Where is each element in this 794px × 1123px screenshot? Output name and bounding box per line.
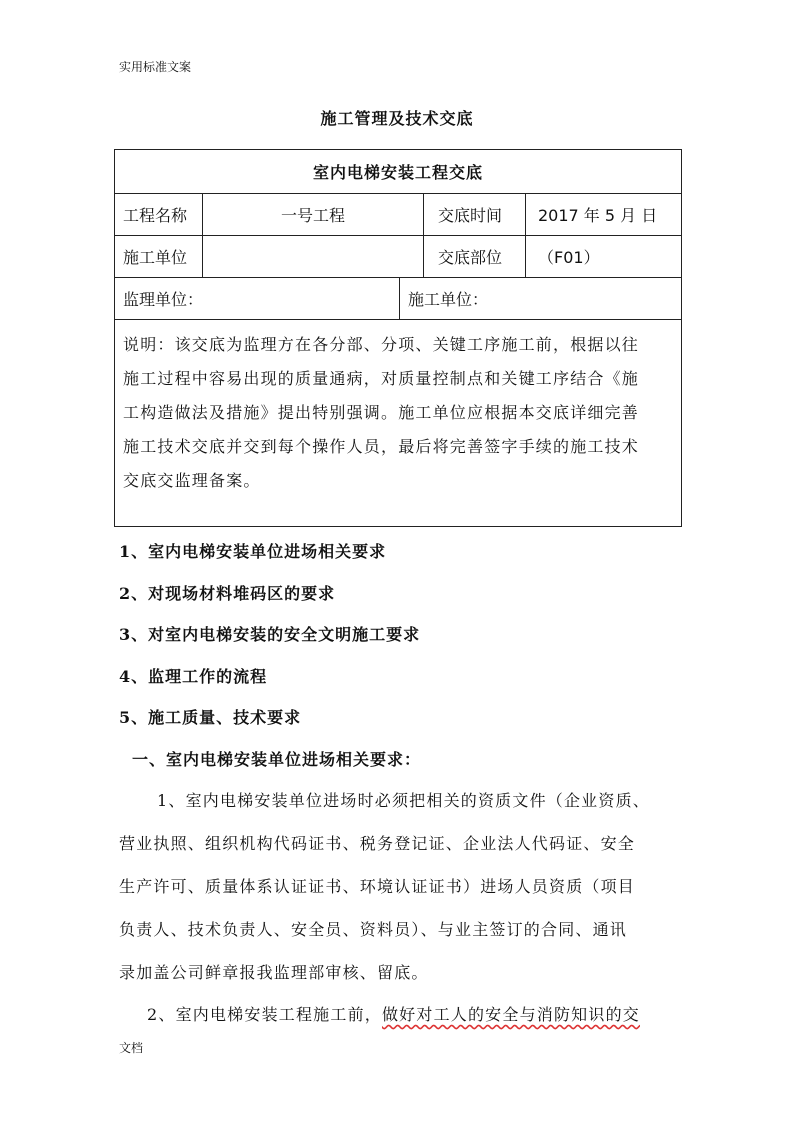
note-line: 工构造做法及措施》提出特别强调。施工单位应根据本交底详细完善 bbox=[123, 403, 640, 422]
contractor-label: 施工单位 bbox=[115, 235, 202, 277]
paragraph-line: 1、室内电梯安装单位进场时必须把相关的资质文件（企业资质、 bbox=[157, 791, 650, 810]
paragraph-line bbox=[119, 993, 685, 1036]
paragraph-1 bbox=[119, 779, 685, 994]
construction-unit-label: 施工单位： bbox=[399, 277, 681, 319]
paragraph-line: 营业执照、组织机构代码证书、税务登记证、企业法人代码证、安全 bbox=[119, 834, 636, 853]
contractor-value bbox=[202, 235, 423, 277]
document-title: 施工管理及技术交底 bbox=[320, 109, 474, 128]
paragraph-line: 录加盖公司鲜章报我监理部审核、留底。 bbox=[119, 963, 429, 982]
note-line: 施工过程中容易出现的质量通病，对质量控制点和关键工序结合《施 bbox=[123, 369, 640, 388]
project-name-label: 工程名称 bbox=[115, 193, 202, 235]
note-line: 说明：该交底为监理方在各分部、分项、关键工序施工前，根据以往 bbox=[123, 335, 640, 354]
section-heading: 2、对现场材料堆码区的要求 bbox=[119, 584, 336, 603]
page-header: 实用标准文案 bbox=[119, 60, 192, 74]
section-heading: 3、对室内电梯安装的安全文明施工要求 bbox=[119, 625, 421, 644]
handover-table bbox=[114, 149, 682, 527]
paragraph-2 bbox=[119, 993, 685, 1036]
paragraph-line: 负责人、技术负责人、安全员、资料员）、与业主签订的合同、通讯 bbox=[119, 920, 628, 939]
project-name-value: 一号工程 bbox=[202, 193, 423, 235]
supervisor-unit-label: 监理单位： bbox=[115, 277, 399, 319]
handover-part-label: 交底部位 bbox=[423, 235, 525, 277]
paragraph-line: 生产许可、质量体系认证证书、环境认证证书）进场人员资质（项目 bbox=[119, 877, 636, 896]
section-heading: 4、监理工作的流程 bbox=[119, 667, 268, 686]
paragraph-lead: 2、室内电梯安装工程施工前， bbox=[147, 1005, 382, 1024]
note-line: 交底交监理备案。 bbox=[123, 471, 261, 490]
table-title: 室内电梯安装工程交底 bbox=[312, 163, 483, 182]
handover-time-value: 2017 年 5 月 日 bbox=[525, 193, 681, 235]
note-line: 施工技术交底并交到每个操作人员，最后将完善签字手续的施工技术 bbox=[123, 437, 640, 456]
explanation-note bbox=[115, 319, 681, 526]
handover-time-label: 交底时间 bbox=[423, 193, 525, 235]
subsection-heading: 一、室内电梯安装单位进场相关要求： bbox=[132, 750, 422, 769]
page-footer: 文档 bbox=[119, 1041, 144, 1055]
underlined-text: 做好对工人的安全与消防知识的交 bbox=[381, 1005, 640, 1024]
handover-part-value: （F01） bbox=[525, 235, 681, 277]
section-heading: 5、施工质量、技术要求 bbox=[119, 708, 302, 727]
section-heading: 1、室内电梯安装单位进场相关要求 bbox=[119, 542, 387, 561]
